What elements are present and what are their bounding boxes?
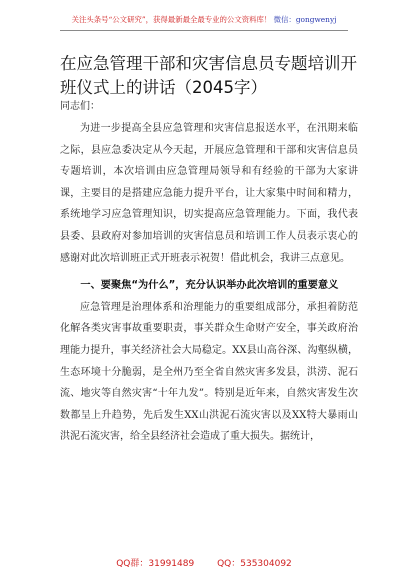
promo-text: 关注头条号“公文研究”，获得最新最全最专业的公文资料库！ — [71, 15, 272, 24]
intro-paragraph: 为进一步提高全县应急管理和灾害信息报送水平，在汛期来临之际，县应急委决定从今天起，开展应急管理和干部和灾害信息员专题培训，本次培训由应急管理局领导和有经验的干部为大家讲课，主要目的是搭建应急能力提升平台，让大家集中时间和精力，系统地学习应急管理知识，切实提高应急管理能力。下面，我代表县委、县政府对参加培训的灾害信息员和培训工作人员表示衷心的感谢对此次培训班正式开班表示祝贺！借此机会，我讲三点意见。 — [60, 123, 358, 264]
salutation: 同志们： — [60, 101, 100, 112]
wechat-id: 微信：gongwenyj — [273, 15, 337, 24]
footer-contact — [0, 556, 408, 572]
section-heading: 一、要聚焦“为什么”，充分认识举办此次培训的重要意义 — [80, 280, 339, 292]
header-promo-banner — [60, 12, 348, 31]
qq-number: QQ：535304092 — [217, 559, 292, 569]
section-paragraph: 应急管理是治理体系和治理能力的重要组成部分，承担着防范化解各类灾害事故重要职责，事关群众生命财产安全，事关政府治理能力提升，事关经济社会大局稳定。XX县山高谷深、沟壑纵横，生态环境十分脆弱，是全州乃至全省自然灾害多发县，洪涝、泥石流、地灾等自然灾害“十年九发”。特别是近年来，自然灾害发生次数都呈上升趋势，先后发生XX山洪泥石流灾害以及XX特大暴雨山洪泥石流灾害，给全县经济社会造成了重大损失。据统计， — [60, 301, 358, 443]
document-body — [60, 118, 358, 448]
document-title: 在应急管理干部和灾害信息员专题培训开班仪式上的讲话（2045字） — [60, 54, 357, 97]
qq-group: QQ群：31991489 — [116, 559, 195, 569]
